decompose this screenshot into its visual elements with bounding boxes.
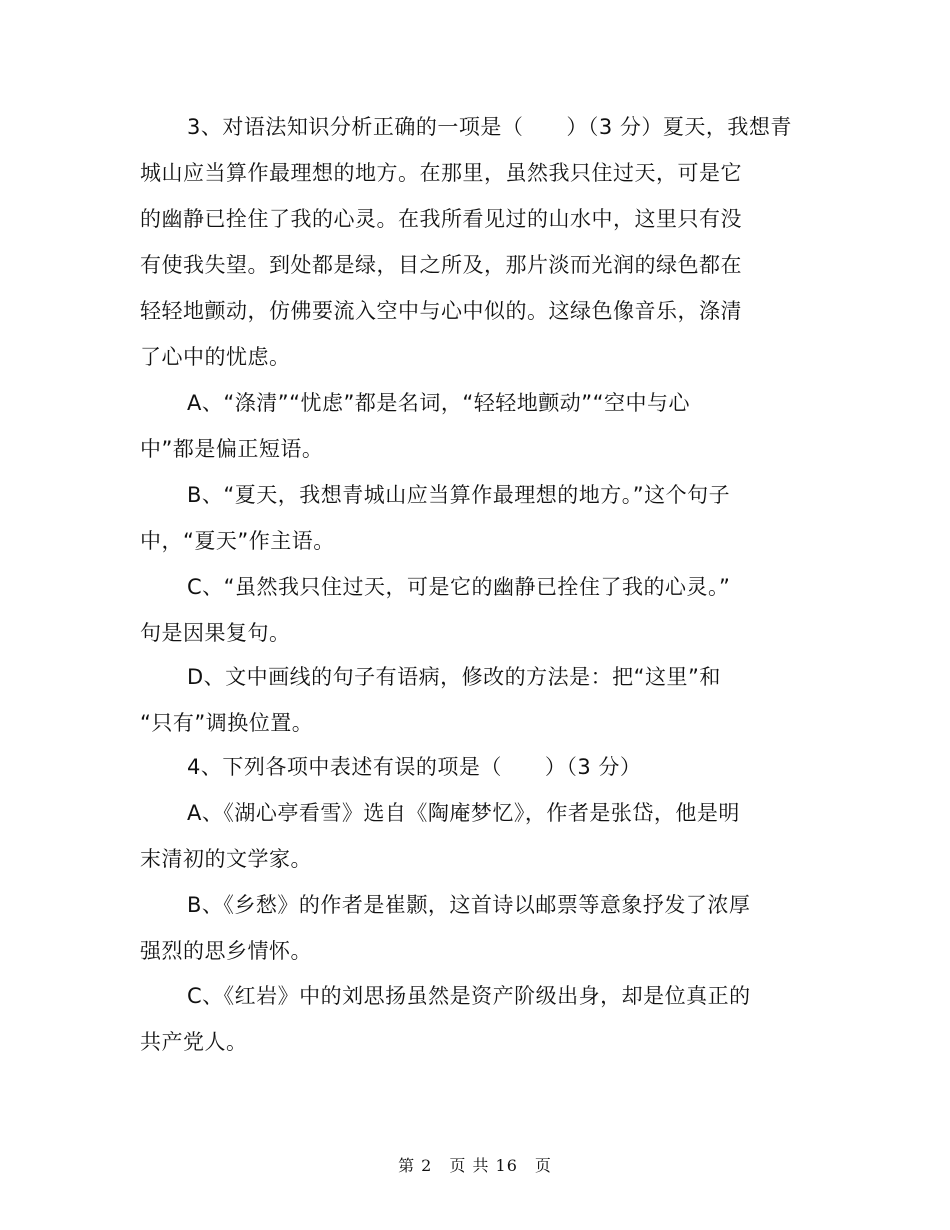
question-3-option-b-line-2: 中，“夏天”作主语。 bbox=[140, 529, 335, 553]
question-4-option-c-line-2: 共产党人。 bbox=[140, 1030, 248, 1054]
question-4-option-b-line-2: 强烈的思乡情怀。 bbox=[140, 939, 312, 963]
question-3-passage-line-3: 的幽静已拴住了我的心灵。在我所看见过的山水中，这里只有没 bbox=[140, 207, 742, 231]
question-3-option-a-line-2: 中”都是偏正短语。 bbox=[140, 437, 324, 461]
question-3-passage-line-5: 轻轻地颤动，仿佛要流入空中与心中似的。这绿色像音乐，涤清 bbox=[140, 299, 742, 323]
question-3-option-a-line-1: A、“涤清”“忧虑”都是名词，“轻轻地颤动”“空中与心 bbox=[187, 391, 691, 415]
question-3-option-c-line-1: C、“虽然我只住过天，可是它的幽静已拴住了我的心灵。” bbox=[187, 575, 731, 599]
question-3-passage-line-2: 城山应当算作最理想的地方。在那里，虽然我只住过天，可是它 bbox=[140, 161, 742, 185]
question-3-option-b-line-1: B、“夏天，我想青城山应当算作最理想的地方。”这个句子 bbox=[187, 483, 731, 507]
question-4-option-a-line-1: A、《湖心亭看雪》选自《陶庵梦忆》，作者是张岱，他是明 bbox=[187, 801, 740, 825]
question-3-option-d-line-2: “只有”调换位置。 bbox=[140, 711, 314, 735]
question-4-option-a-line-2: 末清初的文学家。 bbox=[140, 847, 312, 871]
question-4-stem: 4、下列各项中表述有误的项是（ ）（3 分） bbox=[187, 755, 642, 779]
question-4-option-b-line-1: B、《乡愁》的作者是崔颢，这首诗以邮票等意象抒发了浓厚 bbox=[187, 893, 751, 917]
question-3-passage-line-4: 有使我失望。到处都是绿，目之所及，那片淡而光润的绿色都在 bbox=[140, 253, 742, 277]
question-3-option-d-line-1: D、文中画线的句子有语病，修改的方法是：把“这里”和 bbox=[187, 665, 721, 689]
page-number-footer: 第 2 页 共 16 页 bbox=[398, 1156, 552, 1175]
question-4-option-c-line-1: C、《红岩》中的刘思扬虽然是资产阶级出身，却是位真正的 bbox=[187, 984, 751, 1008]
question-3-stem-line-1: 3、对语法知识分析正确的一项是（ ）（3 分）夏天，我想青 bbox=[187, 115, 792, 139]
question-3-option-c-line-2: 句是因果复句。 bbox=[140, 621, 291, 645]
question-3-passage-line-6: 了心中的忧虑。 bbox=[140, 345, 291, 369]
